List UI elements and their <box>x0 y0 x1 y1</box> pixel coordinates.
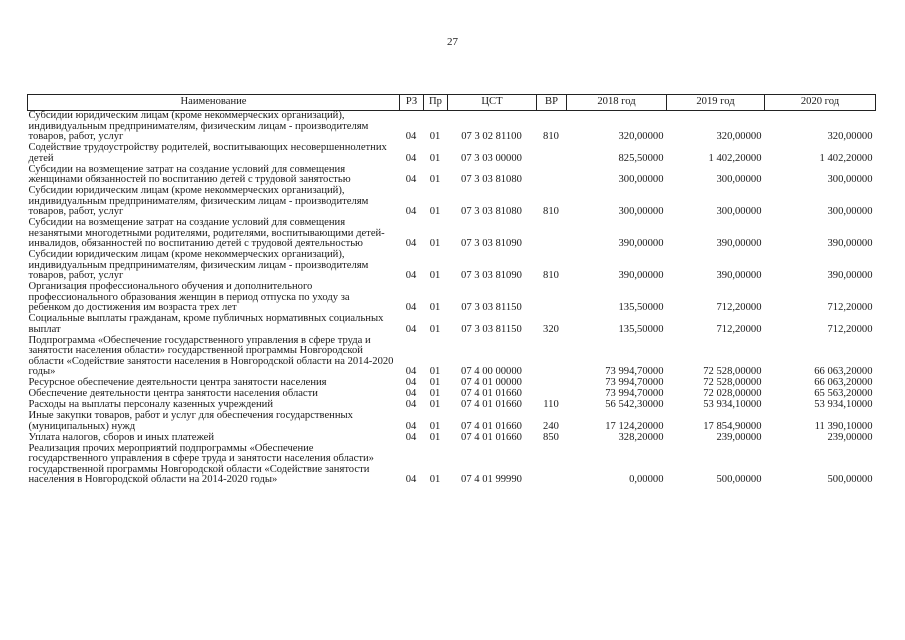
header-name: Наименование <box>28 95 400 111</box>
header-rz: РЗ <box>400 95 424 111</box>
cell-cst: 07 4 01 01660 <box>461 399 522 410</box>
cell-2018: 17 124,20000 <box>605 420 664 432</box>
cell-pr: 01 <box>429 131 441 142</box>
cell-2020: 500,00000 <box>827 474 873 485</box>
cell-cst: 07 3 02 81100 <box>461 131 522 142</box>
table-row <box>28 143 876 165</box>
table-row <box>28 282 876 314</box>
cell-cst: 07 4 00 00000 <box>461 366 522 377</box>
cell-2019: 390,00000 <box>716 270 762 281</box>
header-2020: 2020 год <box>765 95 876 111</box>
cell-name: Субсидии юридическим лицам (кроме некоммерческих организаций), индивидуальным предпринимателям, физическим лицам - производителям товаров, работ, услуг <box>28 110 369 142</box>
cell-cst: 07 4 01 99990 <box>461 474 522 485</box>
cell-2020: 66 063,20000 <box>814 366 873 377</box>
cell-2020: 53 934,10000 <box>814 399 873 410</box>
cell-2018: 328,20000 <box>618 431 664 443</box>
cell-2018: 56 542,30000 <box>605 399 664 410</box>
cell-vr: 810 <box>543 131 559 142</box>
cell-vr <box>537 378 567 389</box>
cell-rz: 04 <box>405 131 417 142</box>
cell-2020: 11 390,10000 <box>814 420 873 432</box>
cell-2018: 300,00000 <box>618 174 664 185</box>
cell-2019: 17 854,90000 <box>703 420 762 432</box>
cell-2019: 239,00000 <box>716 431 762 443</box>
cell-cst: 07 4 01 01660 <box>461 388 522 399</box>
cell-2018: 825,50000 <box>618 152 664 164</box>
cell-vr: 240 <box>543 420 559 432</box>
cell-vr: 110 <box>543 399 559 410</box>
cell-pr: 01 <box>429 323 441 335</box>
cell-rz: 04 <box>405 206 417 217</box>
cell-cst: 07 3 03 81090 <box>461 238 522 249</box>
cell-rz: 04 <box>405 302 417 313</box>
table-row <box>28 336 876 379</box>
cell-pr: 01 <box>429 366 441 377</box>
cell-name: Уплата налогов, сборов и иных платежей <box>28 431 215 443</box>
cell-pr: 01 <box>429 388 441 399</box>
cell-name: Субсидии юридическим лицам (кроме некоммерческих организаций), индивидуальным предпринимателям, физическим лицам - производителям товаров, работ, услуг <box>28 185 369 217</box>
cell-pr: 01 <box>429 270 441 281</box>
page-number: 27 <box>447 36 458 48</box>
table-row <box>28 250 876 282</box>
cell-name: Ресурсное обеспечение деятельности центра занятости населения <box>28 377 327 388</box>
cell-2019: 72 028,00000 <box>703 388 762 399</box>
cell-vr <box>537 218 567 250</box>
budget-table <box>27 94 876 486</box>
cell-pr: 01 <box>429 174 441 185</box>
header-cst: ЦСТ <box>448 95 537 111</box>
cell-2018: 300,00000 <box>618 206 664 217</box>
cell-pr: 01 <box>429 377 441 388</box>
cell-2020: 66 063,20000 <box>814 377 873 388</box>
cell-2020: 712,20000 <box>827 323 873 335</box>
cell-2019: 320,00000 <box>716 131 762 142</box>
cell-pr: 01 <box>429 431 441 443</box>
table-row <box>28 444 876 487</box>
cell-2019: 72 528,00000 <box>703 377 762 388</box>
cell-2019: 500,00000 <box>716 474 762 485</box>
table-row <box>28 411 876 433</box>
cell-2018: 73 994,70000 <box>605 377 664 388</box>
cell-rz: 04 <box>405 270 417 281</box>
cell-2019: 53 934,10000 <box>703 399 762 410</box>
cell-2019: 300,00000 <box>716 206 762 217</box>
cell-2019: 712,20000 <box>716 323 762 335</box>
header-2019: 2019 год <box>667 95 765 111</box>
cell-vr <box>537 282 567 314</box>
cell-vr <box>537 165 567 187</box>
cell-2019: 390,00000 <box>716 238 762 249</box>
cell-2018: 135,50000 <box>618 302 664 313</box>
table-row <box>28 165 876 187</box>
cell-pr: 01 <box>429 399 441 410</box>
header-vr: ВР <box>537 95 567 111</box>
cell-2019: 300,00000 <box>716 174 762 185</box>
table-row <box>28 314 876 336</box>
cell-2020: 320,00000 <box>827 131 873 142</box>
cell-cst: 07 3 03 00000 <box>461 152 522 164</box>
cell-2019: 1 402,20000 <box>708 152 762 164</box>
cell-pr: 01 <box>429 206 441 217</box>
cell-name: Реализация прочих мероприятий подпрограммы «Обеспечение государственного управления в сфере труда и занятости населения области» государственной программы Новгородской области «Содействие занятости населения в Новгородской области на 2014-2020 годы» <box>28 442 374 485</box>
table-header-row <box>28 95 876 111</box>
table-row <box>28 433 876 444</box>
cell-vr: 810 <box>543 206 559 217</box>
cell-name: Субсидии на возмещение затрат на создание условий для совмещения незанятыми многодетными родителями, родителями, воспитывающими детей-инвалидов, обязанностей по воспитанию детей с трудовой деятельностью <box>28 217 385 249</box>
cell-pr: 01 <box>429 302 441 313</box>
cell-2018: 390,00000 <box>618 238 664 249</box>
cell-rz: 04 <box>405 431 417 443</box>
cell-rz: 04 <box>405 366 417 377</box>
cell-rz: 04 <box>405 238 417 249</box>
cell-vr <box>537 336 567 379</box>
cell-name: Социальные выплаты гражданам, кроме публичных нормативных социальных выплат <box>28 313 384 335</box>
cell-2020: 390,00000 <box>827 238 873 249</box>
cell-rz: 04 <box>405 474 417 485</box>
cell-2018: 73 994,70000 <box>605 366 664 377</box>
cell-2019: 712,20000 <box>716 302 762 313</box>
cell-cst: 07 3 03 81150 <box>461 302 522 313</box>
cell-2019: 72 528,00000 <box>703 366 762 377</box>
cell-pr: 01 <box>429 238 441 249</box>
cell-rz: 04 <box>405 388 417 399</box>
cell-cst: 07 3 03 81150 <box>461 323 522 335</box>
cell-pr: 01 <box>429 420 441 432</box>
cell-2020: 65 563,20000 <box>814 388 873 399</box>
table-row <box>28 186 876 218</box>
header-pr: Пр <box>424 95 448 111</box>
cell-name: Обеспечение деятельности центра занятости населения области <box>28 388 318 399</box>
cell-cst: 07 4 01 01660 <box>461 420 522 432</box>
cell-rz: 04 <box>405 399 417 410</box>
cell-rz: 04 <box>405 174 417 185</box>
table-body <box>28 111 876 487</box>
cell-cst: 07 4 01 01660 <box>461 431 522 443</box>
cell-name: Содействие трудоустройству родителей, воспитывающих несовершеннолетних детей <box>28 142 387 164</box>
cell-rz: 04 <box>405 152 417 164</box>
cell-vr: 850 <box>543 431 559 443</box>
cell-cst: 07 3 03 81080 <box>461 174 522 185</box>
cell-cst: 07 3 03 81090 <box>461 270 522 281</box>
cell-rz: 04 <box>405 377 417 388</box>
cell-name: Субсидии на возмещение затрат на создание условий для совмещения женщинами обязанностей по воспитанию детей с трудовой занятостью <box>28 163 351 185</box>
cell-2018: 0,00000 <box>629 474 664 485</box>
cell-2020: 1 402,20000 <box>819 152 873 164</box>
cell-2020: 390,00000 <box>827 270 873 281</box>
cell-vr: 320 <box>543 323 559 335</box>
cell-rz: 04 <box>405 323 417 335</box>
cell-2020: 239,00000 <box>827 431 873 443</box>
cell-2018: 390,00000 <box>618 270 664 281</box>
header-2018: 2018 год <box>567 95 667 111</box>
table-row <box>28 111 876 144</box>
cell-vr: 810 <box>543 270 559 281</box>
cell-cst: 07 4 01 00000 <box>461 377 522 388</box>
cell-name: Организация профессионального обучения и дополнительного профессионального образования женщин в период отпуска по уходу за ребенком до достижения им возраста трех лет <box>28 281 350 313</box>
cell-2018: 73 994,70000 <box>605 388 664 399</box>
table-row <box>28 218 876 250</box>
cell-pr: 01 <box>429 152 441 164</box>
cell-pr: 01 <box>429 474 441 485</box>
cell-cst: 07 3 03 81080 <box>461 206 522 217</box>
cell-vr <box>537 444 567 487</box>
cell-name: Расходы на выплаты персоналу казенных учреждений <box>28 399 273 410</box>
cell-name: Подпрограмма «Обеспечение государственного управления в сфере труда и занятости населения области» государственной программы Новгородской области «Содействие занятости населения в Новгородской области на 2014-2020 годы» <box>28 334 394 377</box>
cell-vr <box>537 143 567 165</box>
cell-2018: 135,50000 <box>618 323 664 335</box>
cell-name: Иные закупки товаров, работ и услуг для обеспечения государственных (муниципальных) нужд <box>28 410 353 432</box>
cell-2018: 320,00000 <box>618 131 664 142</box>
cell-name: Субсидии юридическим лицам (кроме некоммерческих организаций), индивидуальным предпринимателям, физическим лицам - производителям товаров, работ, услуг <box>28 249 369 281</box>
cell-2020: 300,00000 <box>827 206 873 217</box>
cell-2020: 712,20000 <box>827 302 873 313</box>
cell-rz: 04 <box>405 420 417 432</box>
cell-2020: 300,00000 <box>827 174 873 185</box>
